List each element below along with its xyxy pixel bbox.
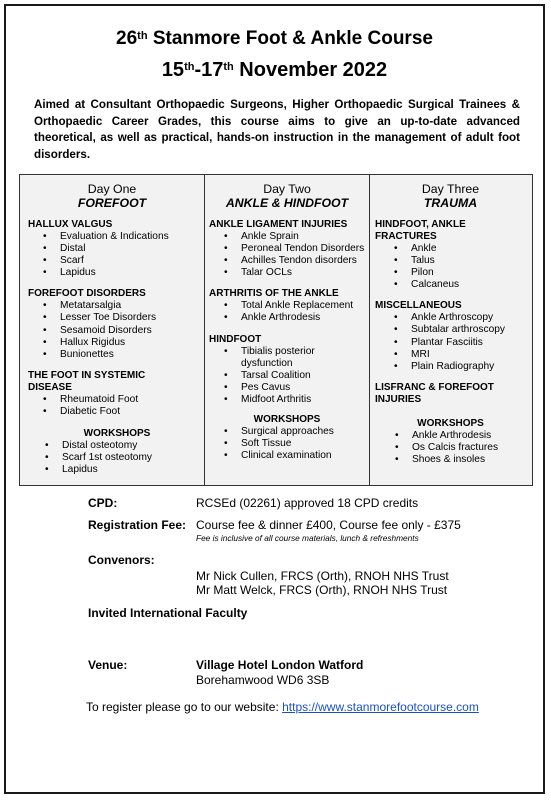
- venue-label: Venue:: [88, 658, 128, 672]
- list-item: • Tarsal Coalition: [241, 370, 369, 382]
- section-list: [28, 231, 204, 279]
- list-item: • Metatarsalgia: [60, 300, 204, 312]
- workshops-list: [205, 426, 369, 462]
- section-heading: ANKLE LIGAMENT INJURIES: [209, 219, 348, 230]
- register-line: To register please go to our website: https://www.stanmorefootcourse.com: [86, 700, 479, 714]
- section-heading: MISCELLANEOUS: [375, 300, 462, 312]
- day-two-column: [205, 175, 370, 485]
- section-heading: THE FOOT IN SYSTEMIC DISEASE: [28, 369, 146, 393]
- section-list: [28, 394, 204, 418]
- list-item: • Pes Cavus: [241, 382, 369, 394]
- section-heading: ARTHRITIS OF THE ANKLE: [209, 288, 339, 300]
- list-item: • Achilles Tendon disorders: [241, 255, 369, 267]
- day-one-column: [20, 175, 205, 485]
- venue-name: Village Hotel London Watford: [196, 658, 364, 672]
- list-item: • Talar OCLs: [241, 267, 369, 279]
- website-link[interactable]: https://www.stanmorefootcourse.com: [282, 700, 479, 714]
- section-heading: FOREFOOT DISORDERS: [28, 288, 146, 300]
- day-three-column: [370, 175, 531, 485]
- day-one-header: Day One FOREFOOT: [77, 182, 147, 210]
- list-item: • Plain Radiography: [411, 361, 531, 373]
- list-item: • Ankle Arthrodesis: [412, 430, 531, 442]
- programme-table: [19, 174, 533, 486]
- list-item: • Sesamoid Disorders: [60, 325, 204, 337]
- fee-label: Registration Fee:: [88, 518, 187, 532]
- section-heading: HINDFOOT: [209, 333, 262, 345]
- section-list: [375, 312, 531, 372]
- list-item: • Lesser Toe Disorders: [60, 312, 204, 324]
- section-heading: LISFRANC & FOREFOOT INJURIES: [375, 381, 494, 405]
- list-item: • Shoes & insoles: [412, 454, 531, 466]
- list-item: • Os Calcis fractures: [412, 442, 531, 454]
- section-list: [28, 300, 204, 360]
- cpd-value: RCSEd (02261) approved 18 CPD credits: [196, 496, 419, 510]
- list-item: • Midfoot Arthritis: [241, 394, 369, 406]
- workshops-list: [20, 440, 204, 476]
- list-item: • Lapidus: [62, 464, 204, 476]
- list-item: • Ankle Sprain: [241, 231, 369, 243]
- list-item: • Total Ankle Replacement: [241, 300, 369, 312]
- list-item: • Scarf 1st osteotomy: [62, 452, 204, 464]
- course-flyer: [4, 4, 545, 794]
- venue-address: Borehamwood WD6 3SB: [196, 673, 330, 687]
- list-item: • Talus: [411, 255, 531, 267]
- day-two-header: Day Two ANKLE & HINDFOOT: [225, 182, 349, 210]
- section-heading: HINDFOOT, ANKLE FRACTURES: [375, 219, 466, 242]
- list-item: • Diabetic Foot: [60, 406, 204, 418]
- list-item: • Plantar Fasciitis: [411, 337, 531, 349]
- list-item: • Ankle Arthrodesis: [241, 312, 369, 324]
- day-three-header: Day Three TRAUMA: [421, 182, 480, 210]
- list-item: • Clinical examination: [241, 450, 369, 462]
- list-item: • Hallux Rigidus: [60, 337, 204, 349]
- section-list: [375, 243, 531, 291]
- list-item: • Calcaneus: [411, 279, 531, 291]
- workshops-heading: WORKSHOPS: [253, 414, 321, 426]
- fee-value: Course fee & dinner £400, Course fee only - £375: [196, 518, 461, 532]
- list-item: • Lapidus: [60, 267, 204, 279]
- list-item: • Ankle Arthroscopy: [411, 312, 531, 324]
- course-description: Aimed at Consultant Orthopaedic Surgeons, Higher Orthopaedic Surgical Trainees & Orthopaedic Career Grades, this course aims to give an up-to-date advanced theoretical, as well as practical, hands-on instruction in the management of adult foot disorders.: [34, 98, 520, 161]
- list-item: • Rheumatoid Foot: [60, 394, 204, 406]
- list-item: • Surgical approaches: [241, 426, 369, 438]
- list-item: • Ankle: [411, 243, 531, 255]
- list-item: • Scarf: [60, 255, 204, 267]
- list-item: • Distal: [60, 243, 204, 255]
- workshops-heading: WORKSHOPS: [83, 428, 151, 440]
- convenors-label: Convenors:: [88, 553, 155, 567]
- list-item: • Subtalar arthroscopy: [411, 324, 531, 336]
- workshops-list: [370, 430, 531, 466]
- list-item: • Evaluation & Indications: [60, 231, 204, 243]
- list-item: • Tibialis posterior dysfunction: [241, 346, 369, 370]
- list-item: • Distal osteotomy: [62, 440, 204, 452]
- section-list: [209, 300, 369, 324]
- list-item: • Pilon: [411, 267, 531, 279]
- faculty-note: Invited International Faculty: [88, 606, 248, 620]
- convenor-name: Mr Matt Welck, FRCS (Orth), RNOH NHS Trust: [196, 583, 448, 597]
- list-item: • MRI: [411, 349, 531, 361]
- fee-note: Fee is inclusive of all course materials, lunch & refreshments: [196, 533, 419, 543]
- section-heading: HALLUX VALGUS: [28, 219, 113, 230]
- convenor-name: Mr Nick Cullen, FRCS (Orth), RNOH NHS Trust: [196, 569, 449, 583]
- list-item: • Bunionettes: [60, 349, 204, 361]
- course-title: 26th Stanmore Foot & Ankle Course: [116, 28, 433, 49]
- course-dates: 15th-17th November 2022: [161, 59, 388, 81]
- section-list: [209, 346, 369, 406]
- cpd-label: CPD:: [88, 496, 118, 510]
- section-list: [209, 231, 369, 279]
- list-item: • Peroneal Tendon Disorders: [241, 243, 369, 255]
- workshops-heading: WORKSHOPS: [417, 417, 484, 429]
- list-item: • Soft Tissue: [241, 438, 369, 450]
